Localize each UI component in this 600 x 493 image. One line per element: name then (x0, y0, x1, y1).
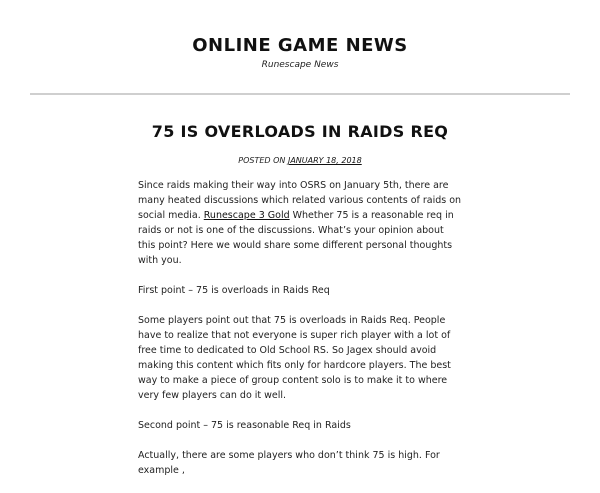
post-date-link[interactable]: JANUARY 18, 2018 (287, 156, 362, 165)
paragraph-intro-text-b: Whether 75 is a reasonable req in raids or not is one of the discussions. What’s your opinion about this point? Here we would share some different personal thoughts with you. (138, 210, 454, 266)
posted-on-label: POSTED ON (238, 156, 286, 165)
site-title-link[interactable]: ONLINE GAME NEWS (192, 35, 408, 56)
site-header (0, 0, 600, 71)
paragraph-first-point: First point – 75 is overloads in Raids Req (138, 285, 330, 296)
paragraph-second-point: Second point – 75 is reasonable Req in Raids (138, 420, 351, 431)
paragraph-intro-text-a: Since raids making their way into OSRS on January 5th, there are many heated discussions which related various contents of raids on social media. (138, 180, 462, 221)
paragraph-overloads: Some players point out that 75 is overloads in Raids Req. People have to realize that not everyone is super rich player with a lot of free time to dedicated to Old School RS. So Jagex should avoid making this content which fits only for hardcore players. The best way to make a piece of group content solo is to make it to where very few players can do it well. (138, 315, 451, 401)
post-meta (0, 156, 600, 166)
post-content (138, 178, 462, 493)
header-divider (30, 93, 570, 95)
paragraph-intro (138, 178, 462, 268)
paragraph-example: Actually, there are some players who don’t think 75 is high. For example , (138, 450, 440, 476)
post-article (0, 122, 600, 476)
post-title: 75 IS OVERLOADS IN RAIDS REQ (151, 122, 449, 141)
runescape-gold-link[interactable]: Runescape 3 Gold (203, 210, 290, 221)
site-description: Runescape News (261, 60, 339, 70)
